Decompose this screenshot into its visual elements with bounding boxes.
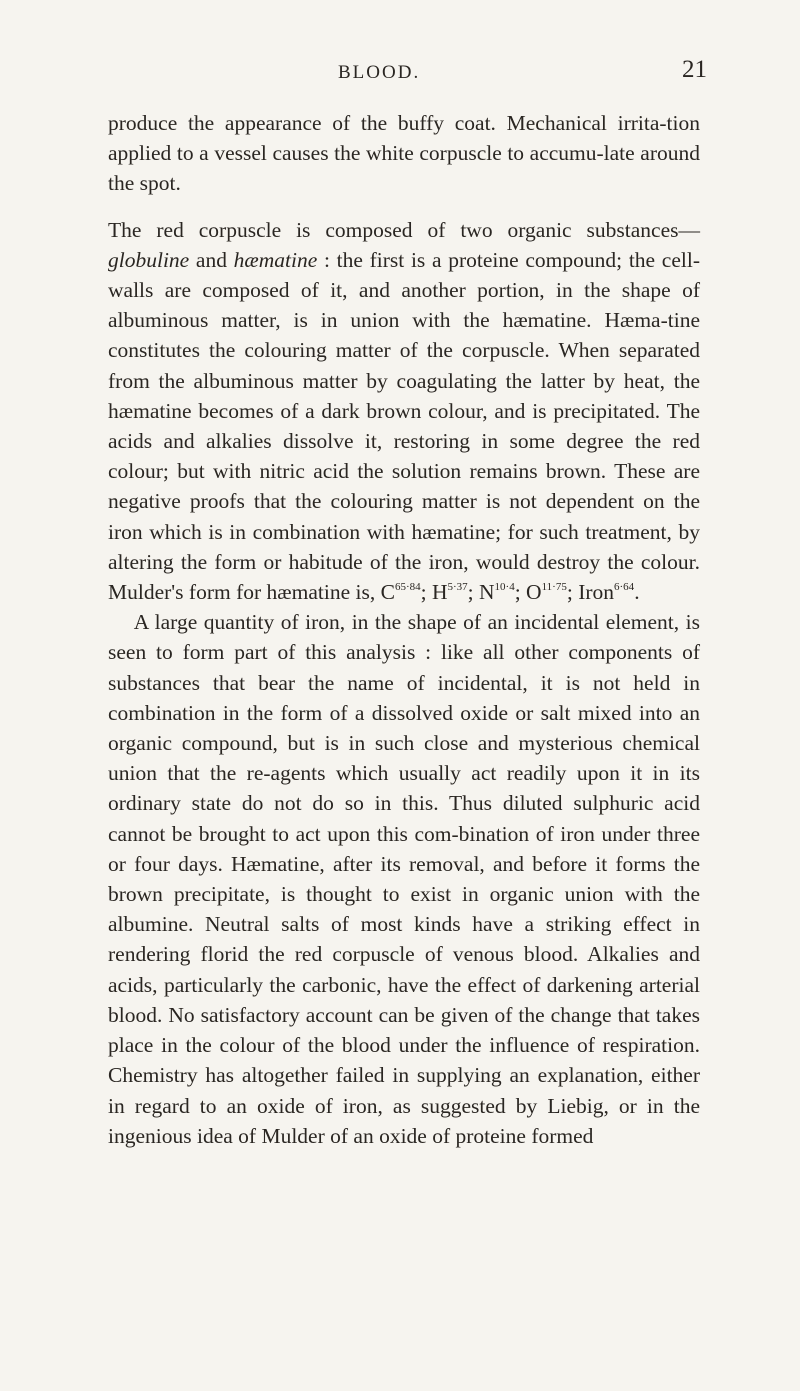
formula-iron: ; Iron <box>566 580 615 605</box>
term-globuline: globuline <box>108 247 190 272</box>
formula-iron-value: 6·64 <box>614 581 635 594</box>
page-number: 21 <box>682 56 707 83</box>
formula-nitrogen-value: 10·4 <box>494 581 515 594</box>
paragraph-2 <box>108 215 700 608</box>
paragraph-2-rest: : the first is a proteine compound; the cell-walls are composed of it, and another portion, in the shape of albuminous matter, is in union with the hæmatine. Hæma-tine constitutes the colouring matter of the corpuscle. When separated from the albuminous matter by coagulating the latter by heat, the hæmatine becomes of a dark brown colour, and is precipitated. The acids and alkalies dissolve it, restoring in some degree the red colour; but with nitric acid the solution remains brown. These are negative proofs that the colouring matter is not dependent on the iron which is in combination with hæmatine; for such treatment, by altering the form or habitude of the iron, would destroy the colour. Mulder's form for hæmatine is, <box>108 247 700 605</box>
formula-end: . <box>634 580 640 605</box>
formula-nitrogen: ; N <box>467 580 495 605</box>
formula-hydrogen-value: 5·37 <box>447 581 468 594</box>
paragraph-2-and: and <box>189 247 234 272</box>
formula-carbon: C <box>380 580 395 605</box>
formula-carbon-value: 65·84 <box>394 581 421 594</box>
running-title: BLOOD. <box>338 62 421 83</box>
body-text <box>108 108 700 1151</box>
formula-oxygen: ; O <box>514 580 542 605</box>
paragraph-3: A large quantity of iron, in the shape of an incidental element, is seen to form part of this analysis : like all other components of substances that bear the name of incidental, it is not held in combination in the form of a dissolved oxide or salt mixed into an organic compound, but is in such close and mysterious chemical union that the re-agents which usually act readily upon it in its ordinary state do not do so in this. Thus diluted sulphuric acid cannot be brought to act upon this com-bination of iron under three or four days. Hæmatine, after its removal, and before it forms the brown precipitate, is thought to exist in organic union with the albumine. Neutral salts of most kinds have a striking effect in rendering florid the red corpuscle of venous blood. Alkalies and acids, particularly the carbonic, have the effect of darkening arterial blood. No satisfactory account can be given of the change that takes place in the colour of the blood under the influence of respiration. Chemistry has altogether failed in supplying an explanation, either in regard to an oxide of iron, as suggested by Liebig, or in the ingenious idea of Mulder of an oxide of proteine formed <box>108 610 700 1148</box>
paragraph-1: produce the appearance of the buffy coat. Mechanical irrita-tion applied to a vessel causes the white corpuscle to accumu-late around the spot. <box>108 111 700 196</box>
term-haematine: hæmatine <box>233 247 318 272</box>
formula-hydrogen: ; H <box>420 580 448 605</box>
formula-oxygen-value: 11·75 <box>541 581 567 594</box>
formula <box>381 580 640 604</box>
paragraph-2-start: The red corpuscle is composed of two organic substances— <box>108 217 700 242</box>
